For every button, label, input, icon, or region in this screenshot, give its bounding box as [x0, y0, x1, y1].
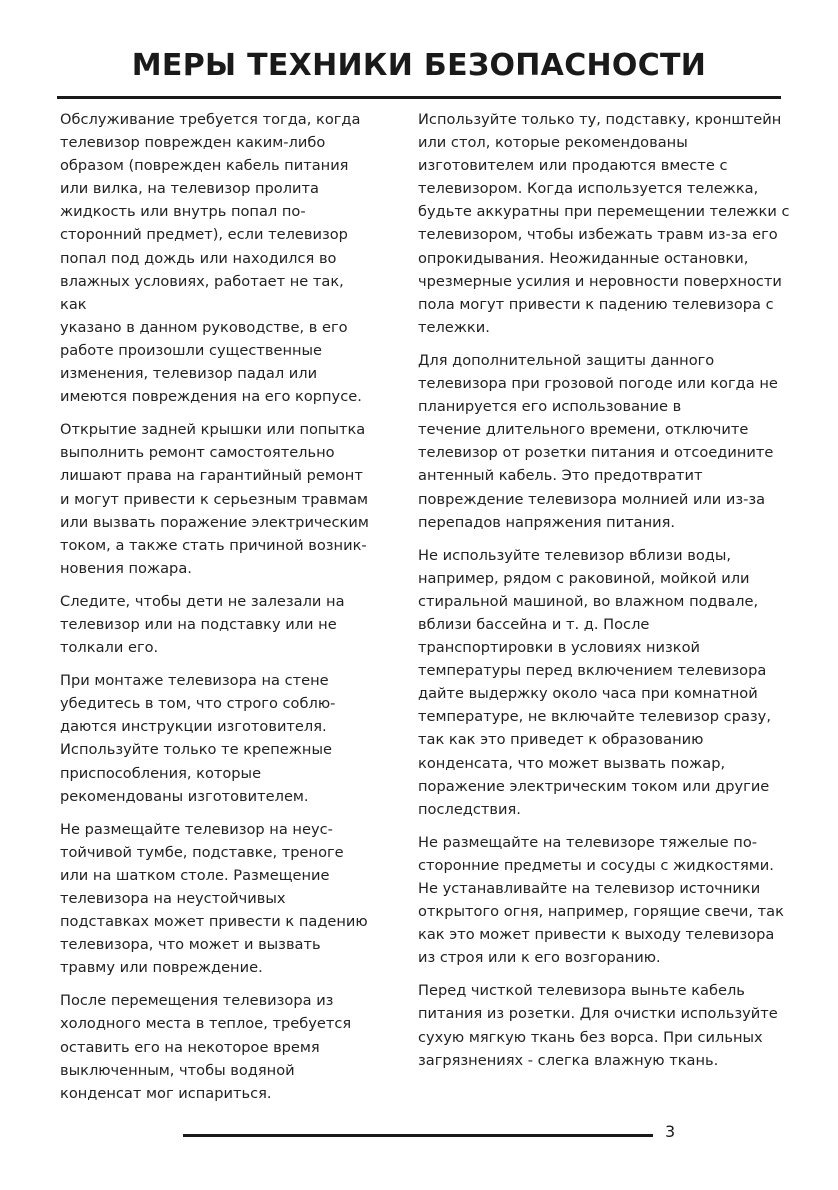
paragraph-cleaning: Перед чисткой телевизора выньте кабель питания из розетки. Для очистки используйте сухую мягкую ткань без ворса. При сильных загрязнениях - слегка влажную ткань. — [418, 982, 778, 1069]
paragraph-water: Не используйте телевизор вблизи воды, например, рядом с раковиной, мойкой или стиральной машиной, во влажном подвале, вблизи бассейна и т. д. После транспортировки в условиях низкой температуры перед включением телевизора дайте выдержку около часа при комнатной температуре, не включайте телевизор сразу, так как это приведет к образованию конденсата, что может вызвать пожар, поражение электрическим током или другие последствия. — [418, 546, 771, 818]
paragraph-back-cover: Открытие задней крышки или попытка выполнить ремонт самостоятельно лишают права на гарантийный ремонт и могут привести к серьезным травмам или вызвать поражение электрическим током, а также стать причиной возник- новения пожара. — [60, 421, 369, 577]
paragraph-heavy-objects: Не размещайте на телевизоре тяжелые по- сторонние предметы и сосуды с жидкостями. Не устанавливайте на телевизор источники открытого огня, например, горящие свечи, так как это может привести к выходу телевизора из строя или к его возгоранию. — [418, 833, 784, 967]
paragraph-wall-mount: При монтаже телевизора на стене убедитесь в том, что строго соблю- даются инструкции изготовителя. Используйте только те крепежные приспособления, которые рекомендованы изготовителем. — [60, 672, 336, 805]
right-column — [418, 108, 790, 1082]
paragraph-lightning: Для дополнительной защиты данного телевизора при грозовой погоде или когда не планируется его использование в течение длительного времени, отключите телевизор от розетки питания и отсоедините антенный кабель. Это предотвратит повреждение телевизора молнией или из-за перепадов напряжения питания. — [418, 351, 778, 531]
left-column — [60, 108, 372, 1115]
page-title: МЕРЫ ТЕХНИКИ БЕЗОПАСНОСТИ — [131, 48, 707, 83]
page-number: 3 — [665, 1122, 676, 1141]
paragraph-condensation: После перемещения телевизора из холодного места в теплое, требуется оставить его на некоторое время выключенным, чтобы водяной конденсат мог испариться. — [60, 992, 352, 1102]
title-divider — [57, 96, 781, 99]
paragraph-service: Обслуживание требуется тогда, когда телевизор поврежден каким-либо образом (поврежден кабель питания или вилка, на телевизор пролита жидкость или внутрь попал по- сторонний предмет), если телевизор попал под дождь или находился во влажных условиях, работает не так, как указано в данном руководстве, в его работе произошли существенные изменения, телевизор падал или имеются повреждения на его корпусе. — [60, 111, 362, 406]
paragraph-recommended-stand: Используйте только ту, подставку, кронштейн или стол, которые рекомендованы изготовителем или продаются вместе с телевизором. Когда используется тележка, будьте аккуратны при перемещении тележки с телевизором, чтобы избежать травм из-за его опрокидывания. Неожиданные остановки, чрезмерные усилия и неровности поверхности пола могут привести к падению телевизора с тележки. — [418, 111, 790, 336]
footer-divider — [183, 1134, 653, 1137]
paragraph-unstable-stand: Не размещайте телевизор на неус- тойчивой тумбе, подставке, треноге или на шатком столе. Размещение телевизора на неустойчивых подставках может привести к падению телевизора, что может и вызвать травму или повреждение. — [60, 820, 368, 977]
paragraph-children: Следите, чтобы дети не залезали на телевизор или на подставку или не толкали его. — [60, 592, 345, 657]
